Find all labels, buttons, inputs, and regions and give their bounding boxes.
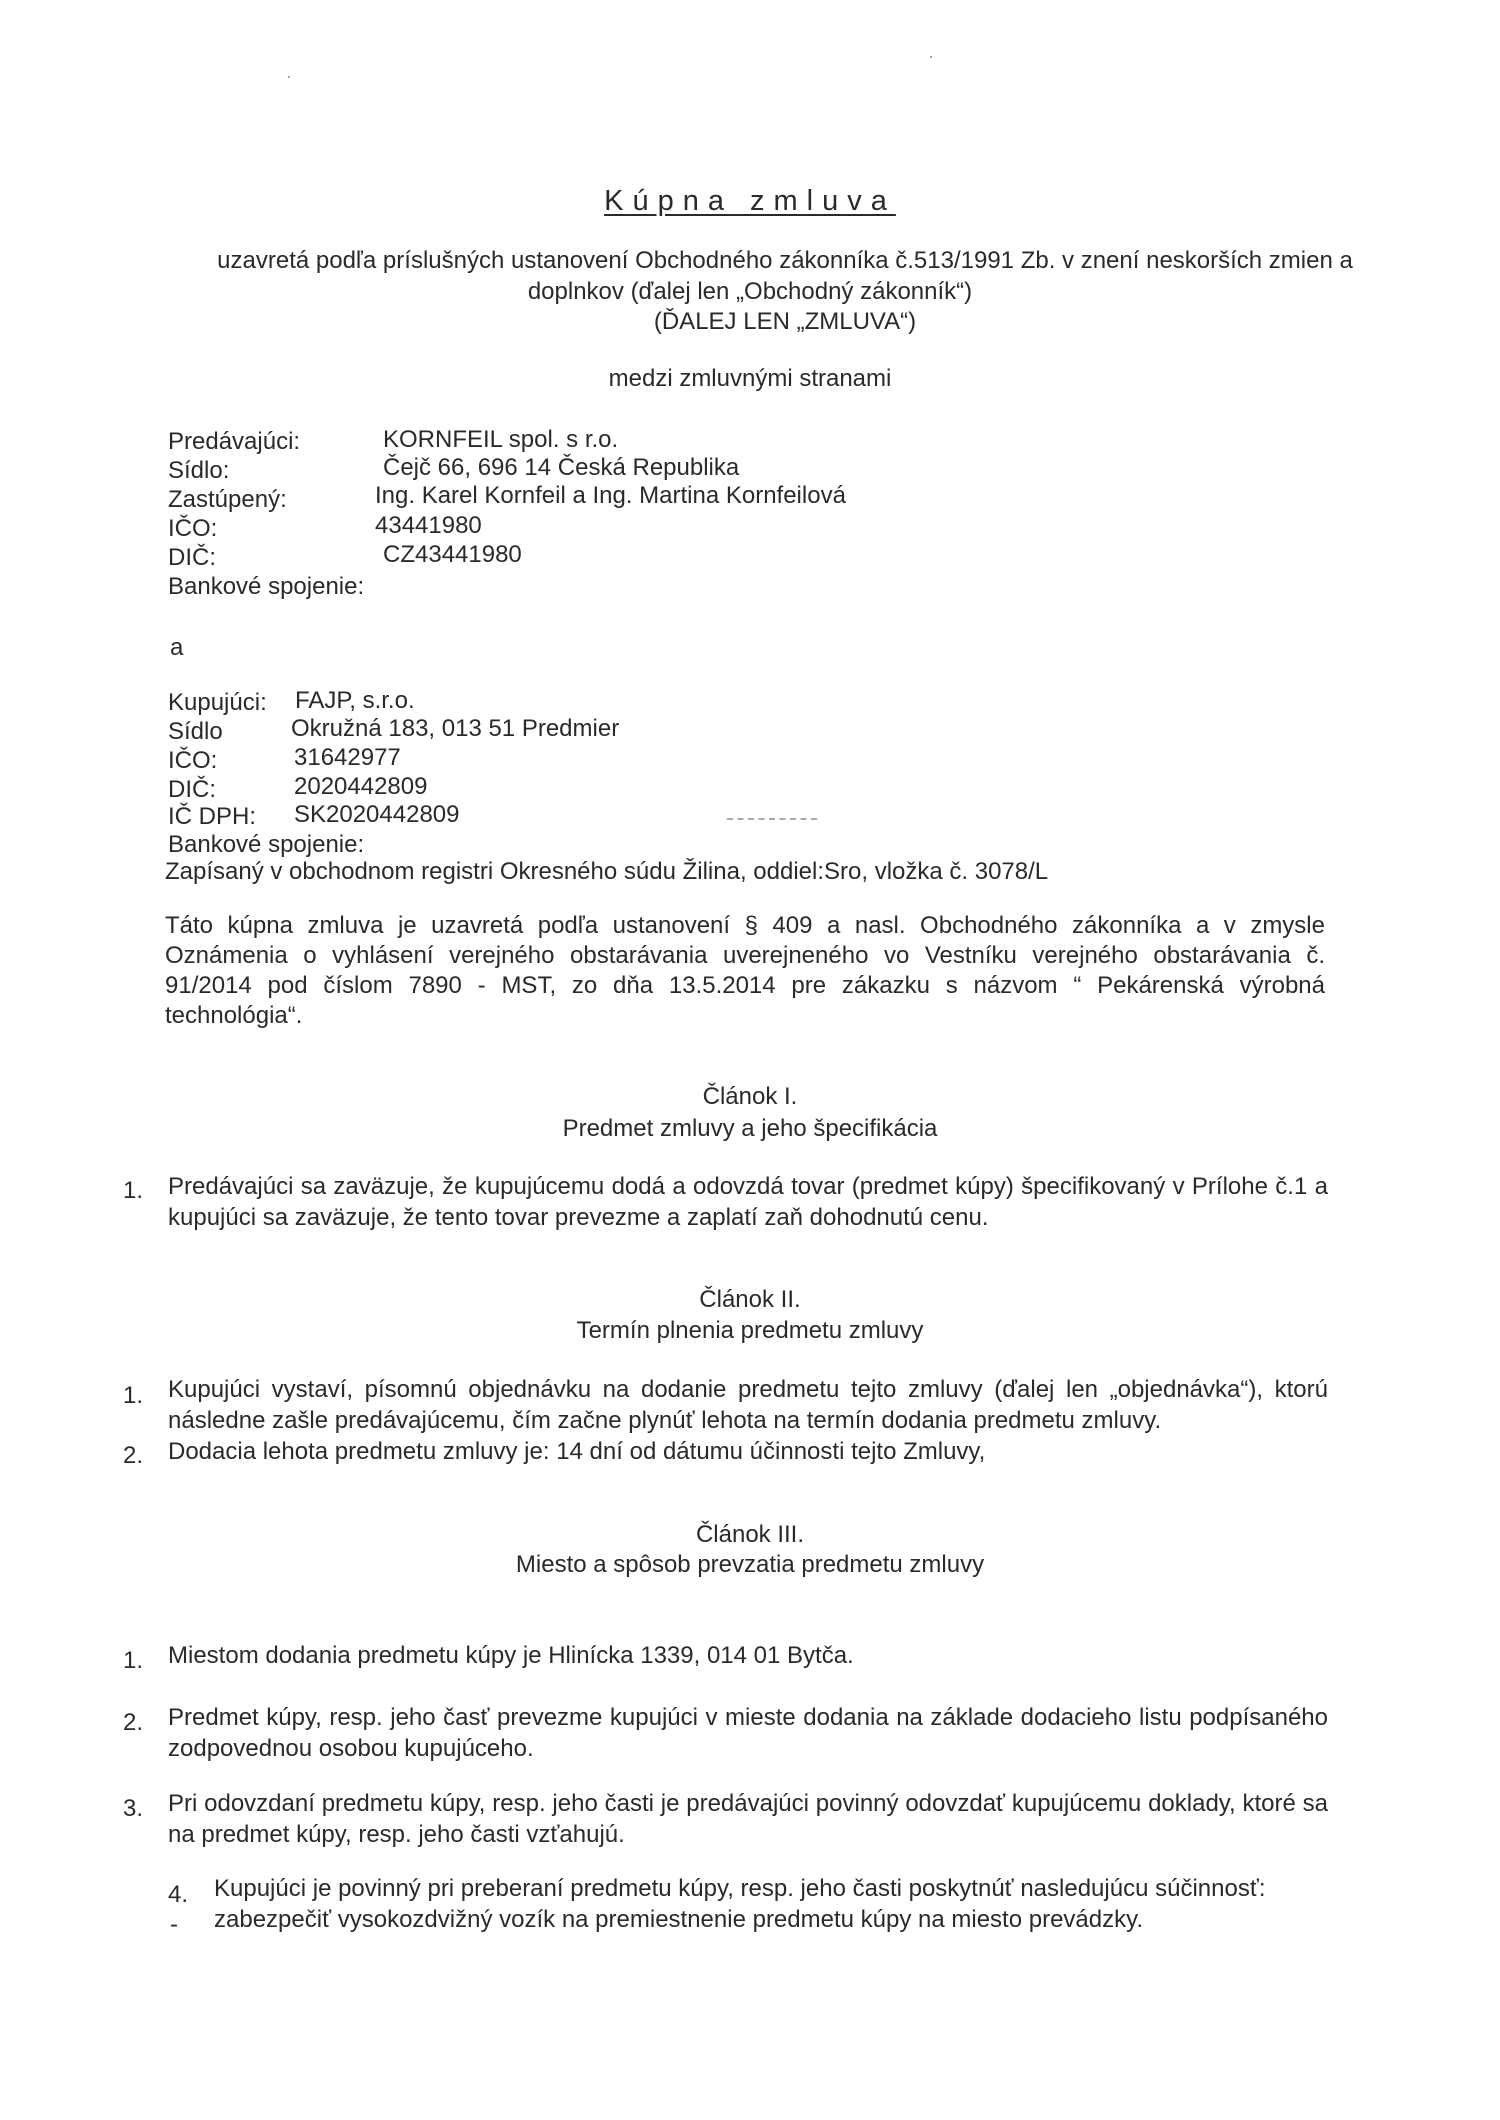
buyer-dic-label: DIČ:: [168, 776, 216, 803]
buyer-bank-label: Bankové spojenie:: [168, 831, 365, 858]
article-1-item-1-text: Predávajúci sa zaväzuje, že kupujúcemu dodá a odovzdá tovar (predmet kúpy) špecifikovaný v Prílohe č.1 a kupujúci sa zaväzuje, že tento tovar prevezme a zaplatí zaň dohodnutú cenu.: [168, 1173, 1328, 1231]
seller-name: KORNFEIL spol. s r.o.: [383, 426, 619, 453]
seller-dic: CZ43441980: [383, 541, 522, 568]
scan-speck: [930, 56, 932, 58]
seller-ico: 43441980: [375, 512, 482, 539]
preamble-paragraph: Táto kúpna zmluva je uzavretá podľa ustanovení § 409 a nasl. Obchodného zákonníka a v zmysle Oznámenia o vyhlásení verejného obstarávania uverejneného vo Vestníku verejného obstarávania č. 91/2014 pod číslom 7890 - MST, zo dňa 13.5.2014 pre zákazku s názvom “ Pekárenská výrobná technológia“.: [165, 912, 1325, 1029]
buyer-ico-label: IČO:: [168, 747, 218, 774]
seller-label: Predávajúci:: [168, 428, 301, 455]
article-1-heading: Článok I.: [702, 1083, 798, 1110]
article-2-item-1-text: Kupujúci vystaví, písomnú objednávku na dodanie predmetu tejto zmluvy (ďalej len „objednávka“), ktorú následne zašle predávajúcemu, čím začne plynúť lehota na termín dodania predmetu zmluvy.: [168, 1376, 1328, 1434]
seller-seat-label: Sídlo:: [168, 457, 230, 484]
article-3-bullet-text: zabezpečiť vysokozdvižný vozík na premiestnenie predmetu kúpy na miesto prevádzky.: [214, 1906, 1144, 1933]
article-2-item-2-text: Dodacia lehota predmetu zmluvy je: 14 dní od dátumu účinnosti tejto Zmluvy,: [168, 1438, 986, 1465]
article-2-item-1-number: 1.: [123, 1382, 144, 1409]
article-3-item-3-text: Pri odovzdaní predmetu kúpy, resp. jeho časti je predávajúci povinný odovzdať kupujúcemu doklady, ktoré sa na predmet kúpy, resp. jeho časti vzťahujú.: [168, 1790, 1328, 1848]
buyer-icdph: SK2020442809: [294, 801, 460, 828]
article-2-item-2-number: 2.: [123, 1442, 144, 1469]
seller-ico-label: IČO:: [168, 515, 218, 542]
buyer-registry: Zapísaný v obchodnom registri Okresného súdu Žilina, oddiel:Sro, vložka č. 3078/L: [165, 858, 1049, 885]
article-3-item-4-number: 4.: [168, 1881, 189, 1908]
scan-speck: [288, 76, 290, 78]
article-2-subheading: Termín plnenia predmetu zmluvy: [576, 1317, 924, 1344]
redaction-mark: [727, 818, 817, 820]
article-1-subheading: Predmet zmluvy a jeho špecifikácia: [562, 1115, 938, 1142]
and-separator: a: [170, 634, 184, 661]
intro-line-1: uzavretá podľa príslušných ustanovení Obchodného zákonníka č.513/1991 Zb. v znení neskorších zmien a: [217, 247, 1353, 274]
article-3-item-2-text: Predmet kúpy, resp. jeho časť prevezme kupujúci v mieste dodania na základe dodacieho listu podpísaného zodpovednou osobou kupujúceho.: [168, 1704, 1328, 1762]
between-parties: medzi zmluvnými stranami: [608, 365, 892, 392]
article-2-heading: Článok II.: [699, 1286, 801, 1313]
seller-rep-label: Zastúpený:: [168, 486, 287, 513]
intro-line-2: doplnkov (ďalej len „Obchodný zákonník“): [527, 278, 973, 305]
buyer-label: Kupujúci:: [168, 689, 267, 716]
seller-seat: Čejč 66, 696 14 Česká Republika: [383, 454, 740, 481]
buyer-icdph-label: IČ DPH:: [168, 803, 257, 830]
buyer-ico: 31642977: [294, 744, 401, 771]
buyer-name: FAJP, s.r.o.: [295, 687, 415, 714]
article-1-item-1-number: 1.: [123, 1177, 144, 1204]
buyer-dic: 2020442809: [294, 773, 428, 800]
article-3-item-3-number: 3.: [123, 1795, 144, 1822]
article-3-heading: Článok III.: [695, 1521, 805, 1548]
intro-line-3: (ĎALEJ LEN „ZMLUVA“): [653, 308, 917, 335]
document-title: Kúpna zmluva: [604, 185, 896, 217]
article-3-item-4-text: Kupujúci je povinný pri preberaní predmetu kúpy, resp. jeho časti poskytnúť nasledujúcu súčinnosť:: [214, 1875, 1266, 1902]
article-3-bullet-mark: -: [170, 1911, 178, 1938]
article-3-item-2-number: 2.: [123, 1709, 144, 1736]
article-3-subheading: Miesto a spôsob prevzatia predmetu zmluvy: [515, 1551, 985, 1578]
article-3-item-1-number: 1.: [123, 1647, 144, 1674]
buyer-seat-label: Sídlo: [168, 718, 223, 745]
seller-bank-label: Bankové spojenie:: [168, 573, 365, 600]
article-3-item-1-text: Miestom dodania predmetu kúpy je Hlinícka 1339, 014 01 Bytča.: [168, 1642, 854, 1669]
buyer-seat: Okružná 183, 013 51 Predmier: [291, 715, 620, 742]
seller-dic-label: DIČ:: [168, 544, 216, 571]
seller-rep: Ing. Karel Kornfeil a Ing. Martina Kornfeilová: [375, 482, 846, 509]
